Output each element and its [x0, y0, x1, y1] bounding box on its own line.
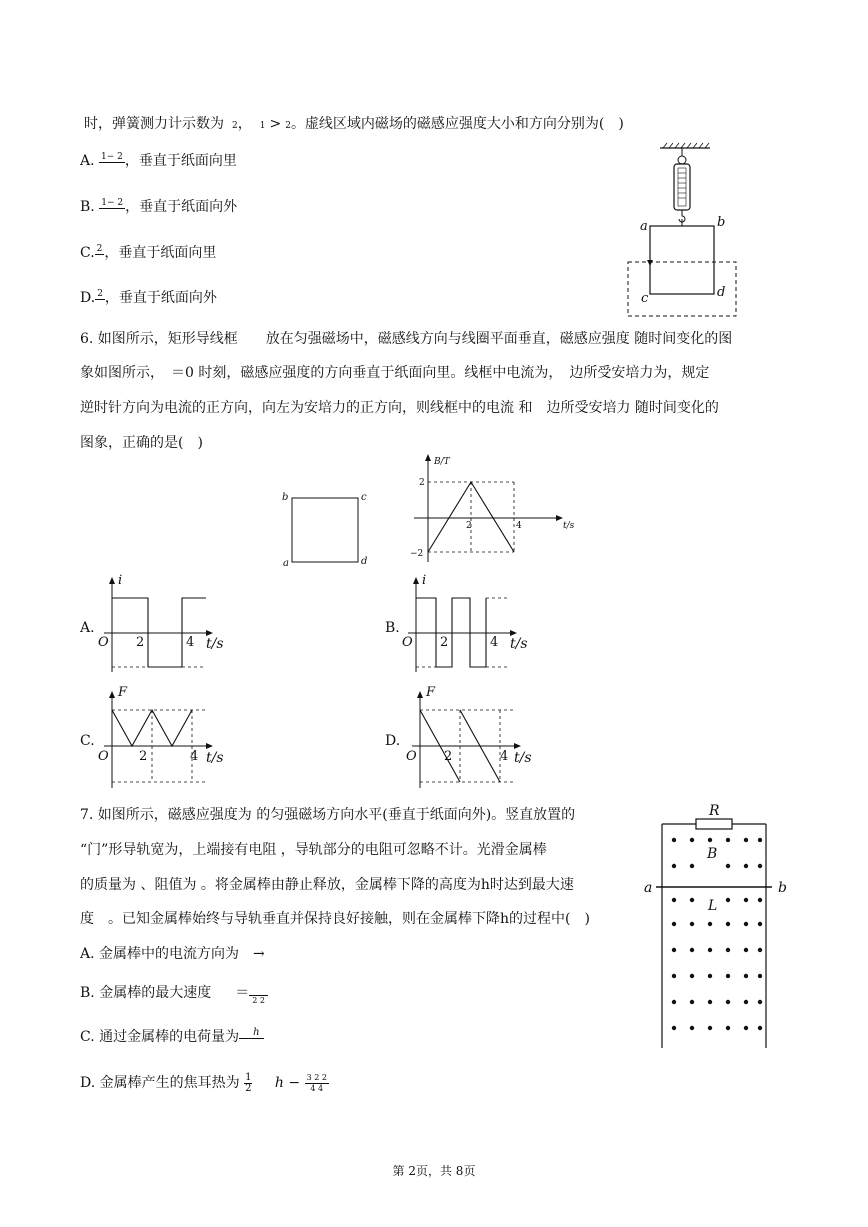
frac-num2: 2 [117, 152, 123, 162]
q6-line2: 象如图所示， ＝0 时刻，磁感应强度的方向垂直于纸面向里。线框中电流为， 边所受安培力为，规定 [80, 365, 710, 381]
field-dot [708, 974, 712, 978]
spring-balance [674, 148, 690, 226]
label-B: B [707, 846, 718, 862]
q7-option-d [80, 1073, 329, 1094]
x2: 2 [444, 749, 453, 764]
option-text: ，垂直于纸面向外 [125, 199, 238, 215]
origin: O [98, 749, 109, 764]
field-dot [726, 838, 730, 842]
field-dot [758, 898, 762, 902]
field-dot [744, 1000, 748, 1004]
option-d-den: 4 4 [310, 1084, 324, 1093]
field-dot [672, 1000, 676, 1004]
bt-xlabel: t/s [563, 521, 575, 531]
origin: O [98, 635, 109, 650]
field-dot [758, 922, 762, 926]
q6-line3: 逆时针方向为电流的正方向，向左为安培力的正方向，则线框中的电流 和 边所受安培力 随时间变化的 [80, 400, 719, 416]
q6-line4: 图象，正确的是( ) [80, 435, 203, 451]
field-dot [672, 948, 676, 952]
bt-y-neg: −2 [410, 549, 424, 559]
y-axis-arrow-icon [109, 577, 115, 584]
origin: O [406, 749, 417, 764]
q5-b-fraction [99, 199, 125, 209]
y-axis-arrow-icon [413, 577, 419, 584]
x4: 4 [190, 749, 199, 764]
field-dot [758, 948, 762, 952]
q6-option-b-letter: B. [385, 620, 400, 636]
option-letter: B. [80, 199, 95, 215]
frac-minus: − [106, 198, 115, 208]
ylabel: i [118, 573, 123, 588]
option-d-h: h − [274, 1075, 301, 1091]
option-c-numerator: h [239, 1028, 263, 1039]
q5-d-fraction [95, 290, 105, 300]
field-dot [726, 948, 730, 952]
q5-rest: 。虚线区域内磁场的磁感应强度大小和方向分别为( ) [290, 116, 624, 132]
q6-line1: 6. 如图所示，矩形导线框 放在匀强磁场中，磁感线方向与线圈平面垂直，磁感应强度 随时间变化的图 [80, 331, 733, 347]
origin: O [402, 635, 413, 650]
field-dot [744, 838, 748, 842]
q5-a-fraction [99, 153, 125, 163]
equals: ＝ [235, 985, 250, 1001]
field-dot [758, 1026, 762, 1030]
field-dot [690, 974, 694, 978]
field-dot [744, 948, 748, 952]
option-text: ，垂直于纸面向里 [124, 153, 237, 169]
field-dot [744, 922, 748, 926]
ylabel: F [426, 685, 436, 700]
field-dots [672, 838, 762, 1030]
field-dot [744, 864, 748, 868]
bt-curve [428, 482, 514, 552]
option-letter: A. [80, 153, 95, 169]
field-dot [672, 1026, 676, 1030]
q6-option-c-graph [96, 682, 246, 790]
field-dot [758, 864, 762, 868]
label-c: c [641, 291, 649, 306]
q7-figure [640, 800, 790, 1052]
option-d-num: 3 2 2 [306, 1073, 327, 1082]
q5-stem [84, 115, 624, 135]
option-b-text: B. 金属棒的最大速度 [80, 985, 212, 1001]
q5-option-b [80, 198, 237, 216]
current-arrow-icon [647, 260, 653, 266]
field-dot [726, 922, 730, 926]
field-dot [726, 974, 730, 978]
option-letter: D. [80, 290, 96, 306]
frac-num: 1 [101, 198, 107, 208]
xlabel: t/s [510, 636, 528, 652]
field-dot [744, 974, 748, 978]
x4: 4 [186, 635, 195, 650]
option-d-fraction [305, 1073, 329, 1094]
field-dot [726, 898, 730, 902]
field-dot [672, 838, 676, 842]
field-dot [708, 1000, 712, 1004]
option-text: ，垂直于纸面向里 [104, 245, 217, 261]
field-dot [672, 974, 676, 978]
label-d: d [717, 285, 726, 300]
q5-figure [610, 140, 750, 320]
frac-minus: − [106, 152, 115, 162]
x4: 4 [490, 635, 499, 650]
field-dot [690, 948, 694, 952]
bt-ylabel: B/T [434, 457, 450, 467]
x-axis-arrow-icon [514, 743, 521, 749]
q5-intro: 时，弹簧测力计示数为 [84, 116, 224, 132]
q6-option-d-letter: D. [385, 733, 401, 749]
field-dot [690, 1026, 694, 1030]
x2: 2 [139, 749, 148, 764]
frame-label-d: d [361, 556, 368, 567]
x2: 2 [440, 635, 449, 650]
q5-option-a [80, 152, 237, 170]
q6-option-d-graph [404, 682, 554, 790]
field-dot [690, 1000, 694, 1004]
q7-line2: “门”形导轨宽为，上端接有电阻 ，导轨部分的电阻可忽略不计。光滑金属棒 [80, 842, 547, 858]
q6-option-c-letter: C. [80, 733, 95, 749]
ylabel: F [118, 685, 128, 700]
x4: 4 [500, 749, 509, 764]
field-dot [708, 838, 712, 842]
field-dot [690, 864, 694, 868]
field-dot [708, 1026, 712, 1030]
q6-option-a-graph [96, 570, 246, 674]
half-fraction [244, 1073, 252, 1094]
label-a: a [644, 880, 653, 896]
q7-option-a: A. 金属棒中的电流方向为 → [80, 946, 265, 962]
q5-c-fraction [95, 245, 105, 255]
half-num: 1 [245, 1072, 252, 1083]
q5-sub1: 1 [259, 121, 266, 131]
field-dot [726, 1026, 730, 1030]
q6-option-b-graph [400, 570, 550, 674]
field-dot [672, 864, 676, 868]
q5-sub2b: 2 [285, 121, 291, 131]
q5-option-c [80, 244, 216, 262]
x-axis-arrow-icon [556, 515, 563, 521]
x-axis-arrow-icon [206, 743, 213, 749]
field-dot [744, 1026, 748, 1030]
y-axis-arrow-icon [417, 691, 423, 698]
label-a: a [640, 219, 648, 234]
option-b-denominator: 2 2 [249, 995, 268, 1005]
q5-gt: > [269, 116, 282, 132]
q7-line1: 7. 如图所示，磁感应强度为 的匀强磁场方向水平(垂直于纸面向外)。竖直放置的 [80, 807, 576, 823]
label-b: b [778, 880, 787, 896]
field-dot [758, 838, 762, 842]
q5-option-d [80, 289, 217, 307]
bt-y-pos: 2 [419, 478, 425, 488]
half-den: 2 [245, 1083, 252, 1094]
q7-option-b [80, 984, 268, 1005]
label-L: L [708, 898, 718, 914]
field-dot [690, 838, 694, 842]
q6-bt-graph [408, 452, 588, 564]
xlabel: t/s [514, 750, 532, 766]
q5-sub2: 2 [232, 121, 238, 131]
q5-comma: ， [237, 116, 252, 132]
xlabel: t/s [206, 750, 224, 766]
ceiling [660, 143, 710, 148]
field-dot [690, 898, 694, 902]
q6-option-a-letter: A. [80, 620, 95, 636]
resistor [696, 819, 732, 829]
conducting-loop [650, 226, 714, 294]
field-dot [690, 922, 694, 926]
option-text: ，垂直于纸面向外 [104, 290, 217, 306]
frac-num: 1 [101, 152, 107, 162]
field-dot [726, 1000, 730, 1004]
option-letter: C. [80, 245, 95, 261]
field-dot [758, 974, 762, 978]
field-dot [672, 898, 676, 902]
field-dot [708, 948, 712, 952]
page-footer: 第 2页，共 8页 [392, 1164, 476, 1178]
xlabel: t/s [206, 636, 224, 652]
frac-num2: 2 [97, 289, 103, 299]
q6-frame-figure [282, 488, 372, 570]
q7-line3: 的质量为 、阻值为 。将金属棒由静止释放，金属棒下降的高度为h时达到最大速 [80, 877, 574, 893]
frac-num2: 2 [117, 198, 124, 208]
option-c-text: C. 通过金属棒的电荷量为 [80, 1029, 240, 1045]
bt-x2: 2 [466, 521, 472, 531]
label-b: b [717, 215, 726, 230]
q7-line4: 度 。已知金属棒始终与导轨垂直并保持良好接触，则在金属棒下降h的过程中( ) [80, 911, 590, 927]
field-dot [726, 864, 730, 868]
y-axis-arrow-icon [109, 691, 115, 698]
field-dot [708, 922, 712, 926]
bt-x4: 4 [516, 521, 522, 531]
ylabel: i [422, 573, 427, 588]
frame-label-a: a [283, 558, 289, 569]
option-d-text: D. 金属棒产生的焦耳热为 [80, 1075, 240, 1091]
field-dot [744, 898, 748, 902]
x2: 2 [136, 635, 145, 650]
field-dot [758, 1000, 762, 1004]
frame-label-c: c [361, 492, 367, 503]
frame-label-b: b [282, 492, 289, 503]
q7-option-c [80, 1028, 264, 1046]
label-R: R [709, 803, 720, 819]
frac-num2: 2 [96, 244, 103, 254]
y-axis-arrow-icon [425, 454, 431, 461]
field-dot [672, 922, 676, 926]
